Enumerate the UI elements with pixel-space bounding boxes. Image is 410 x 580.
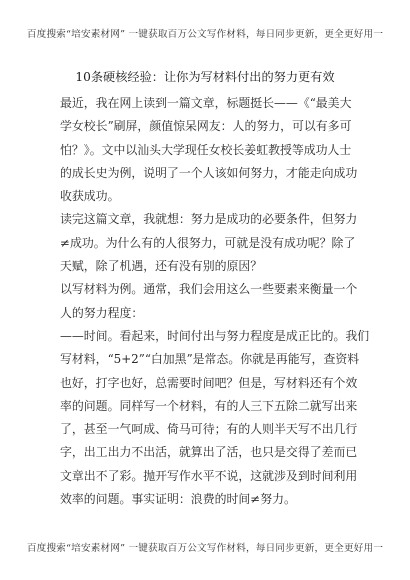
body-line: 学女校长”刷屏，颜值惊呆网友：人的努力，可以有多可 [60, 119, 352, 134]
body-line: 也好，打字也好，总需要时间吧？但是，写材料还有个效 [60, 375, 358, 390]
body-line: 人的努力程度： [60, 305, 144, 320]
footer-banner: 百度搜索“培安素材网” 一键获取百万公文写作材料，每日同步更新，更全更好用一 [26, 543, 384, 554]
body-line: 天赋，除了机遇，还有没有别的原因？ [60, 259, 263, 274]
body-line: 以写材料为例。通常，我们会用这么一些要素来衡量一个 [60, 282, 358, 297]
document-title: 10条硬核经验：让你为写材料付出的努力更有效 [75, 70, 335, 84]
body-line: 写材料，“5+2”“白加黑”是常态。你就是再能写，查资料 [60, 352, 360, 367]
body-line: 效率的问题。事实证明：浪费的时间≠努力。 [60, 492, 296, 507]
body-line: 的成长史为例，说明了一个人该如何努力，才能走向成功 [60, 165, 358, 180]
header-banner: 百度搜索“培安素材网” 一键获取百万公文写作材料，每日同步更新，更全更好用一 [26, 29, 384, 40]
document-body [60, 92, 370, 511]
body-line: 怕？》。文中以汕头大学现任女校长姜虹教授等成功人士 [60, 142, 352, 157]
body-line: 收获成功。 [60, 189, 120, 204]
body-line: 最近，我在网上读到一篇文章，标题挺长——《“最美大 [60, 96, 352, 110]
body-line: 读完这篇文章，我就想：努力是成功的必要条件，但努力 [60, 212, 358, 227]
body-line: 字，出工出力不出活，就算出了活，也只是交得了差而已 [60, 445, 358, 460]
body-line: 率的问题。同样写一个材料，有的人三下五除二就写出来 [60, 398, 358, 413]
body-line: 了，甚至一气呵成、倚马可待；有的人则半天写不出几行 [60, 422, 358, 437]
body-line: ——时间。看起来，时间付出与努力程度是成正比的。我们 [60, 328, 370, 343]
body-line: 文章出不了彩。抛开写作水平不说，这就涉及到时间利用 [60, 468, 358, 483]
body-line: ≠成功。为什么有的人很努力，可就是没有成功呢？除了 [60, 235, 356, 250]
